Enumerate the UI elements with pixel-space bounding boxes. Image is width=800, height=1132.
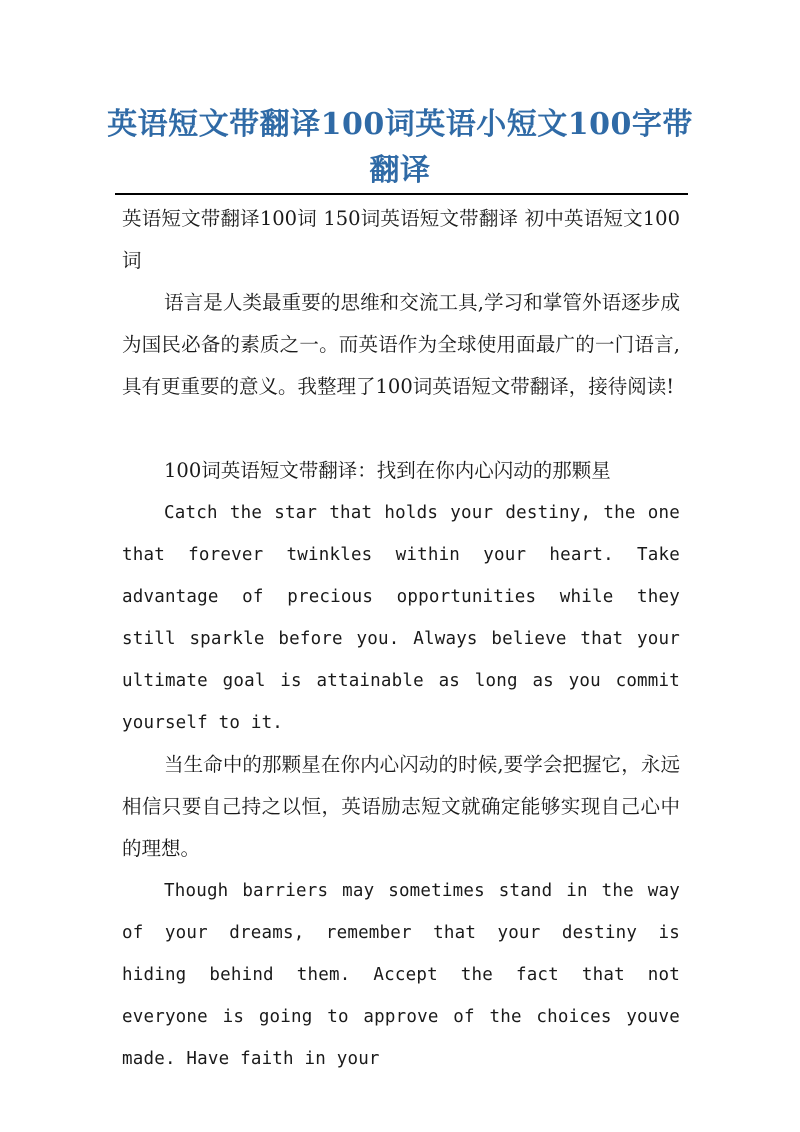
intro-paragraph: 语言是人类最重要的思维和交流工具,学习和掌管外语逐步成为国民必备的素质之一。而英语作为全球使用面最广的一门语言,具有更重要的意义。我整理了100词英语短文带翻译，接待阅读! xyxy=(122,291,680,398)
document-title: 英语短文带翻译100词英语小短文100字带翻译 xyxy=(107,107,693,188)
chinese-paragraph-1: 当生命中的那颗星在你内心闪动的时候,要学会把握它，永远相信只要自己持之以恒，英语励志短文就确定能够实现自己心中的理想。 xyxy=(122,753,680,860)
title-divider xyxy=(115,193,688,195)
english-paragraph-2: Though barriers may sometimes stand in the way of your dreams, remember that your destiny is hiding behind them. Accept the fact that not everyone is going to approve of the choices youve made. Have faith in your xyxy=(122,881,680,1069)
paragraph-spacer xyxy=(122,408,680,450)
english-paragraph-1: Catch the star that holds your destiny, the one that forever twinkles within your heart. Take advantage of precious opportunities while they still sparkle before you. Always believe that your ultimate goal is attainable as long as you commit yourself to it. xyxy=(122,503,680,733)
section-heading: 100词英语短文带翻译：找到在你内心闪动的那颗星 xyxy=(164,459,611,482)
subtitle: 英语短文带翻译100词 150词英语短文带翻译 初中英语短文100词 xyxy=(122,207,680,272)
document-body xyxy=(122,198,680,1080)
